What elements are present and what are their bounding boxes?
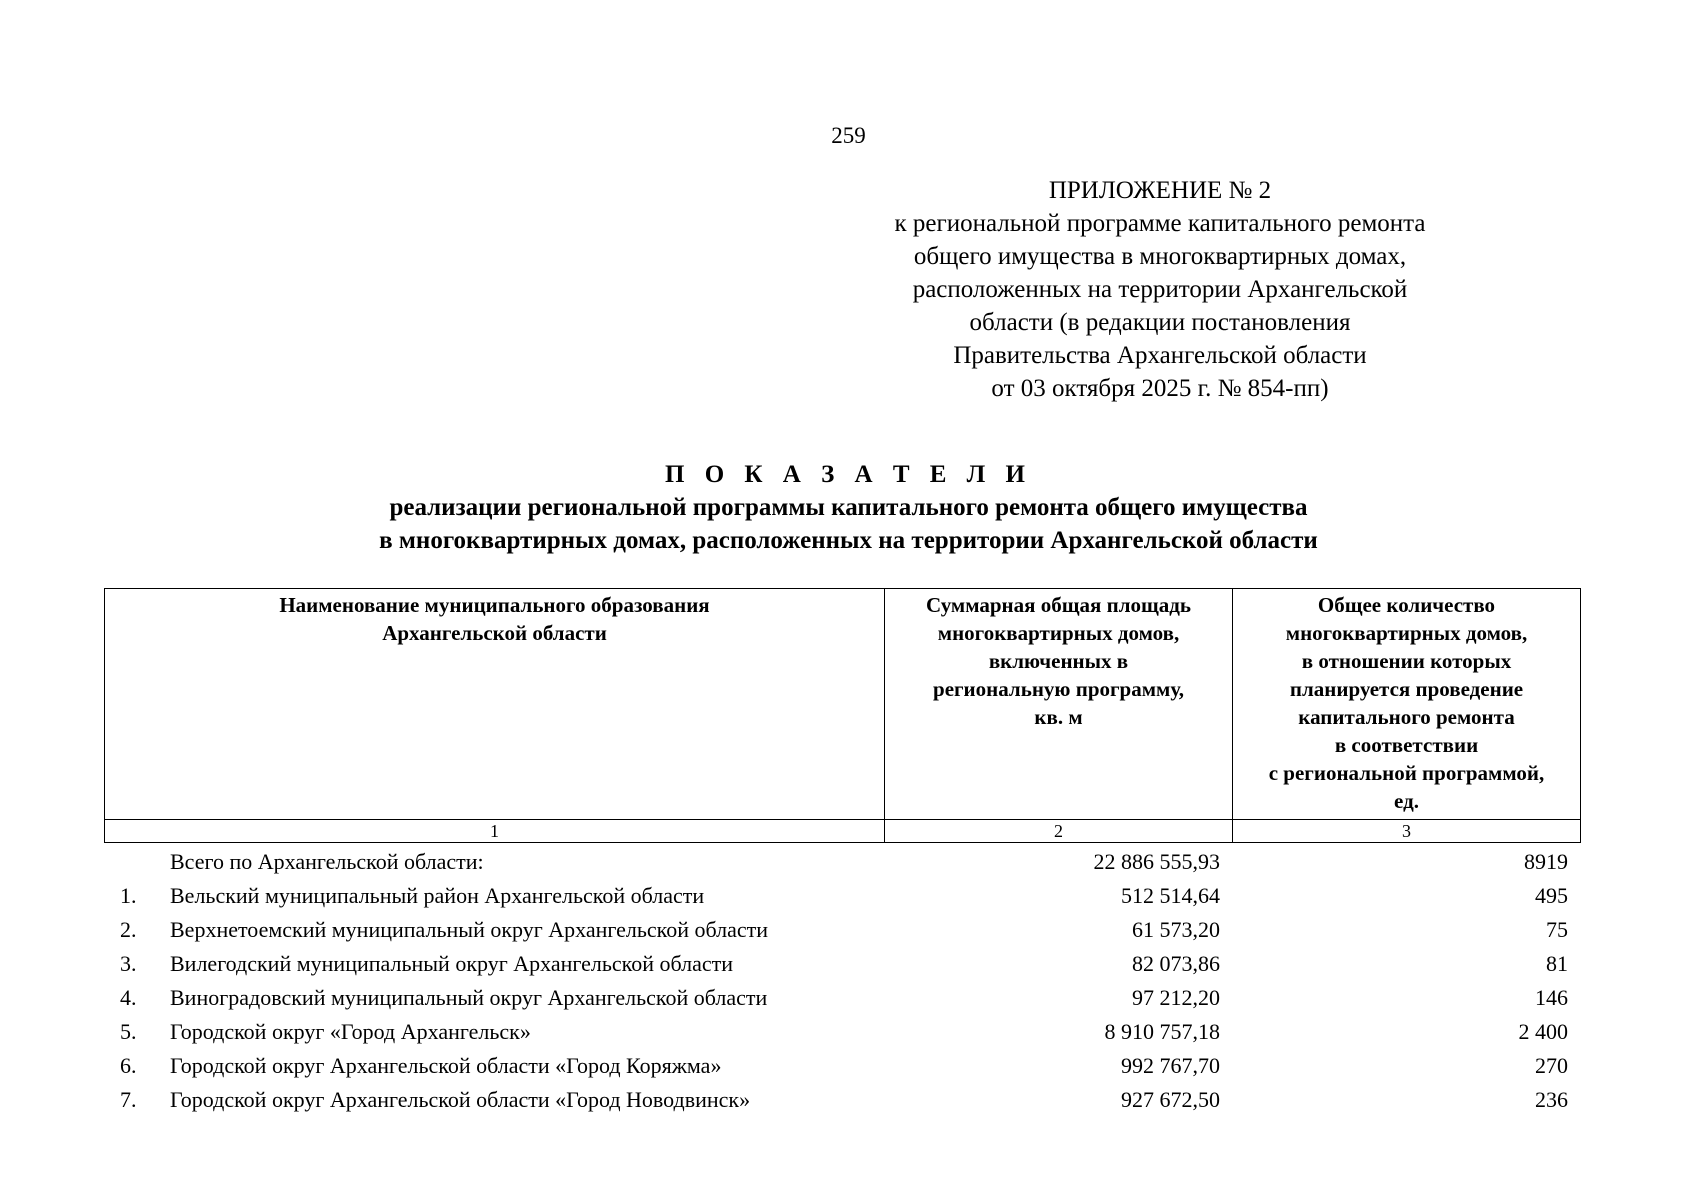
table-row bbox=[104, 1049, 1580, 1083]
header-municipality bbox=[105, 589, 885, 820]
row-area: 97 212,20 bbox=[1132, 985, 1220, 1010]
row-name: Всего по Архангельской области: bbox=[170, 849, 484, 874]
header-line: многоквартирных домов, bbox=[1285, 621, 1528, 645]
header-line: многоквартирных домов, bbox=[937, 621, 1180, 645]
column-number: 1 bbox=[105, 820, 885, 843]
table-row bbox=[104, 1083, 1580, 1117]
row-name: Виноградовский муниципальный округ Архангельской области bbox=[170, 985, 768, 1010]
table-row bbox=[104, 1015, 1580, 1049]
row-number bbox=[104, 845, 170, 879]
row-area: 61 573,20 bbox=[1132, 917, 1220, 942]
appendix-line: от 03 октября 2025 г. № 854-пп) bbox=[991, 375, 1329, 402]
header-line: включенных в bbox=[988, 649, 1129, 673]
header-line: региональную программу, bbox=[933, 677, 1184, 701]
appendix-line: Правительства Архангельской области bbox=[953, 342, 1367, 369]
row-name: Вельский муниципальный район Архангельской области bbox=[170, 883, 705, 908]
row-count: 146 bbox=[1535, 985, 1568, 1010]
row-number: 5. bbox=[120, 1019, 137, 1044]
row-count: 2 400 bbox=[1518, 1019, 1568, 1044]
row-name: Вилегодский муниципальный округ Архангельской области bbox=[170, 951, 734, 976]
table-row bbox=[104, 981, 1580, 1015]
title-subtitle-line: реализации региональной программы капитального ремонта общего имущества bbox=[389, 494, 1308, 521]
table-header bbox=[104, 588, 1581, 843]
indicators-table bbox=[104, 845, 1580, 1117]
header-line: ед. bbox=[1394, 789, 1419, 813]
header-line: в отношении которых bbox=[1301, 649, 1512, 673]
appendix-line: к региональной программе капитального ремонта bbox=[894, 210, 1426, 237]
header-line: кв. м bbox=[1034, 705, 1083, 729]
title-subtitle-line: в многоквартирных домах, расположенных на территории Архангельской области bbox=[379, 527, 1318, 554]
row-name: Городской округ «Город Архангельск» bbox=[170, 1019, 531, 1044]
column-number: 2 bbox=[885, 820, 1233, 843]
header-line: Архангельской области bbox=[382, 621, 607, 645]
row-name: Верхнетоемский муниципальный округ Архангельской области bbox=[170, 917, 769, 942]
row-count: 236 bbox=[1535, 1087, 1568, 1112]
header-row bbox=[105, 589, 1581, 820]
table-row bbox=[104, 879, 1580, 913]
header-line: капитального ремонта bbox=[1298, 705, 1515, 729]
header-line: с региональной программой, bbox=[1268, 761, 1545, 785]
table-row bbox=[104, 913, 1580, 947]
header-house-count bbox=[1233, 589, 1581, 820]
header-total-area bbox=[885, 589, 1233, 820]
table-row-total bbox=[104, 845, 1580, 879]
row-area: 8 910 757,18 bbox=[1104, 1019, 1220, 1044]
row-number: 4. bbox=[120, 985, 137, 1010]
header-line: планируется проведение bbox=[1289, 677, 1524, 701]
row-count: 75 bbox=[1546, 917, 1568, 942]
appendix-line: области (в редакции постановления bbox=[969, 309, 1351, 336]
appendix-line: расположенных на территории Архангельской bbox=[912, 276, 1408, 303]
header-line: в соответствии bbox=[1334, 733, 1479, 757]
row-number: 6. bbox=[120, 1053, 137, 1078]
row-count: 270 bbox=[1535, 1053, 1568, 1078]
document-title bbox=[0, 459, 1697, 557]
row-count: 81 bbox=[1546, 951, 1568, 976]
column-number: 3 bbox=[1233, 820, 1581, 843]
row-count: 495 bbox=[1535, 883, 1568, 908]
row-name: Городской округ Архангельской области «Город Новодвинск» bbox=[170, 1087, 751, 1112]
title-heading: П О К А З А Т Е Л И bbox=[665, 461, 1032, 488]
table-row bbox=[104, 947, 1580, 981]
header-line: Наименование муниципального образования bbox=[279, 593, 710, 617]
row-area: 22 886 555,93 bbox=[1093, 849, 1220, 874]
row-area: 82 073,86 bbox=[1132, 951, 1220, 976]
row-number: 2. bbox=[120, 917, 137, 942]
row-name: Городской округ Архангельской области «Город Коряжма» bbox=[170, 1053, 722, 1078]
appendix-line: ПРИЛОЖЕНИЕ № 2 bbox=[1048, 177, 1272, 204]
header-line: Общее количество bbox=[1317, 593, 1496, 617]
row-area: 927 672,50 bbox=[1121, 1087, 1220, 1112]
row-number: 7. bbox=[120, 1087, 137, 1112]
page-number: 259 bbox=[831, 123, 866, 148]
row-area: 992 767,70 bbox=[1121, 1053, 1220, 1078]
row-number: 1. bbox=[120, 883, 137, 908]
column-number-row bbox=[105, 820, 1581, 843]
row-number: 3. bbox=[120, 951, 137, 976]
row-area: 512 514,64 bbox=[1121, 883, 1220, 908]
row-count: 8919 bbox=[1524, 849, 1568, 874]
header-line: Суммарная общая площадь bbox=[926, 593, 1191, 617]
appendix-block bbox=[850, 174, 1470, 405]
appendix-line: общего имущества в многоквартирных домах, bbox=[913, 243, 1407, 270]
